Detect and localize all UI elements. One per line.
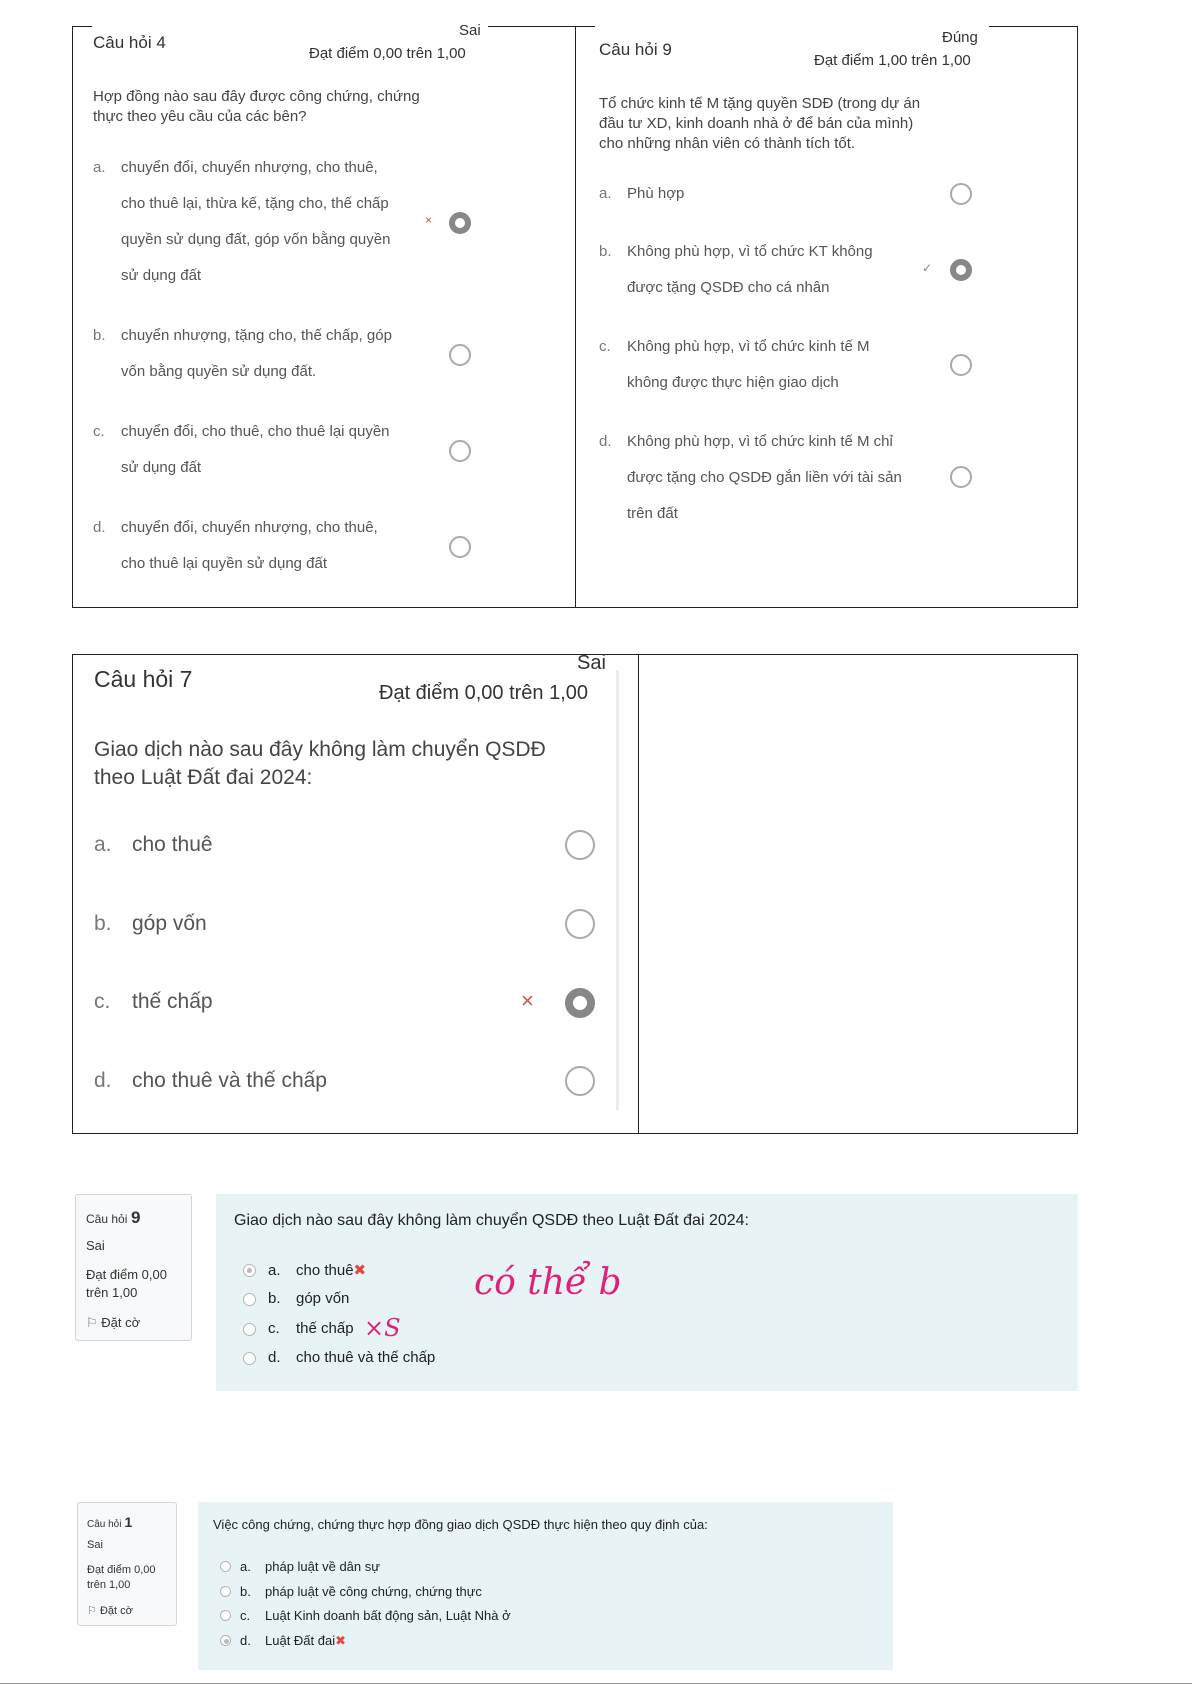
q7-wrong-mark: × — [521, 988, 534, 1013]
q9a-status: Đúng — [942, 29, 978, 46]
q4-option-c[interactable]: c. chuyển đổi, cho thuê, cho thuê lại quyền sử dụng đất — [93, 423, 390, 476]
q9a-option-c[interactable]: c. Không phù hợp, vì tổ chức kinh tế M không được thực hiện giao dịch — [599, 338, 870, 391]
q9a-correct-mark: ✓ — [922, 261, 933, 275]
page-bottom-rule — [0, 1683, 1192, 1684]
handwritten-mark: ×S — [364, 1314, 401, 1342]
q9b-grade-2: trên 1,00 — [86, 1285, 138, 1300]
q9b-radio-b[interactable] — [243, 1293, 256, 1306]
q4-radio-b[interactable] — [449, 344, 471, 366]
q9b-radio-d[interactable] — [243, 1352, 256, 1365]
q1-option-d[interactable]: d. Luật Đất đai✖ — [240, 1633, 347, 1648]
q4-wrong-mark: × — [425, 213, 433, 227]
q9b-label: Câu hỏi — [86, 1212, 128, 1226]
q4-question: Hợp đồng nào sau đây được công chứng, chứng thực theo yêu cầu của các bên? — [93, 88, 420, 125]
q1-wrong-icon: ✖ — [335, 1633, 347, 1648]
q7-option-a[interactable]: a. cho thuê — [94, 833, 213, 856]
q1-status: Sai — [87, 1539, 103, 1551]
q9b-radio-a[interactable] — [243, 1264, 256, 1277]
q9a-radio-b[interactable] — [950, 259, 972, 281]
q1-number: 1 — [124, 1514, 133, 1530]
q7-option-b[interactable]: b. góp vốn — [94, 912, 207, 935]
q7-radio-c[interactable] — [565, 988, 595, 1018]
q4-grade: Đạt điểm 0,00 trên 1,00 — [309, 45, 466, 62]
q1-label: Câu hỏi — [87, 1519, 122, 1530]
q7-radio-b[interactable] — [565, 909, 595, 939]
q9a-question: Tổ chức kinh tế M tặng quyền SDĐ (trong dự án đầu tư XD, kinh doanh nhà ở để bán của mình) cho những nhân viên có thành tích tốt. — [599, 95, 921, 152]
q7-radio-a[interactable] — [565, 830, 595, 860]
q7-radio-d[interactable] — [565, 1066, 595, 1096]
q7-grade: Đạt điểm 0,00 trên 1,00 — [379, 682, 589, 704]
q7-option-d[interactable]: d. cho thuê và thế chấp — [94, 1069, 327, 1092]
q4-option-d[interactable]: d. chuyển đổi, chuyển nhượng, cho thuê, cho thuê lại quyền sử dụng đất — [93, 519, 378, 572]
q4-title: Câu hỏi 4 — [93, 33, 166, 52]
q1-flag[interactable]: ⚐ Đặt cờ — [87, 1605, 133, 1617]
q7-question: Giao dịch nào sau đây không làm chuyển QSDĐ theo Luật Đất đai 2024: — [94, 738, 546, 789]
q7-status: Sai — [577, 652, 606, 674]
q7-title: Câu hỏi 7 — [94, 666, 193, 692]
q9a-radio-d[interactable] — [950, 466, 972, 488]
q9a-title: Câu hỏi 9 — [599, 40, 672, 59]
q1-radio-d[interactable] — [220, 1635, 231, 1646]
q9b-grade-1: Đạt điểm 0,00 — [86, 1267, 167, 1282]
q4-radio-a[interactable] — [449, 212, 471, 234]
q9b-radio-c[interactable] — [243, 1323, 256, 1336]
flag-icon: ⚐ — [87, 1605, 97, 1617]
q1-option-b[interactable]: b. pháp luật về công chứng, chứng thực — [240, 1584, 482, 1599]
q9a-option-b[interactable]: b. Không phù hợp, vì tổ chức KT không được tặng QSDĐ cho cá nhân — [599, 243, 873, 296]
q9b-question: Giao dịch nào sau đây không làm chuyển QSDĐ theo Luật Đất đai 2024: — [234, 1212, 749, 1229]
q1-info-box — [77, 1502, 177, 1626]
q1-radio-c[interactable] — [220, 1610, 231, 1621]
q9b-flag[interactable]: ⚐ Đặt cờ — [86, 1315, 141, 1330]
q9b-info-box — [75, 1194, 192, 1341]
q9a-radio-c[interactable] — [950, 354, 972, 376]
q9b-number: 9 — [131, 1208, 141, 1227]
q1-radio-b[interactable] — [220, 1586, 231, 1597]
q9b-option-d[interactable]: d. cho thuê và thế chấp — [268, 1349, 436, 1366]
q1-option-a[interactable]: a. pháp luật về dân sự — [240, 1559, 380, 1574]
q4-radio-d[interactable] — [449, 536, 471, 558]
q1-option-c[interactable]: c. Luật Kinh doanh bất động sản, Luật Nhà ở — [240, 1608, 511, 1623]
q9a-grade: Đạt điểm 1,00 trên 1,00 — [814, 52, 971, 69]
q9a-option-d[interactable]: d. Không phù hợp, vì tổ chức kinh tế M chỉ được tặng cho QSDĐ gắn liền với tài sản trên đất — [599, 433, 902, 522]
q7-frame — [72, 654, 639, 1134]
flag-icon: ⚐ — [86, 1315, 98, 1330]
q9b-option-b[interactable]: b. góp vốn — [268, 1290, 350, 1307]
q9b-wrong-icon: ✖ — [353, 1262, 367, 1279]
q7-option-c[interactable]: c. thế chấp — [94, 990, 213, 1013]
q4-option-a[interactable]: a. chuyển đổi, chuyển nhượng, cho thuê, cho thuê lại, thừa kế, tặng cho, thế chấp quyền sử dụng đất, góp vốn bằng quyền sử dụng đất — [93, 159, 391, 284]
q4-status: Sai — [459, 22, 481, 39]
q9b-option-a[interactable]: a. cho thuê✖ — [268, 1262, 367, 1279]
q9b-status: Sai — [86, 1238, 105, 1253]
q1-radio-a[interactable] — [220, 1561, 231, 1572]
q9a-radio-a[interactable] — [950, 183, 972, 205]
blank-frame — [638, 654, 1078, 1134]
q9b-option-c[interactable]: c. thế chấp — [268, 1320, 354, 1337]
q4-option-b[interactable]: b. chuyển nhượng, tặng cho, thế chấp, góp vốn bằng quyền sử dụng đất. — [93, 327, 392, 380]
q9a-option-a[interactable]: a. Phù hợp — [599, 185, 685, 202]
q1-grade-1: Đạt điểm 0,00 — [87, 1564, 156, 1576]
q1-question: Việc công chứng, chứng thực hợp đồng giao dịch QSDĐ thực hiện theo quy định của: — [213, 1517, 708, 1532]
q4-radio-c[interactable] — [449, 440, 471, 462]
q1-grade-2: trên 1,00 — [87, 1579, 131, 1591]
q7-scroll-edge — [616, 670, 619, 1110]
handwritten-note: có thể b — [474, 1262, 622, 1303]
